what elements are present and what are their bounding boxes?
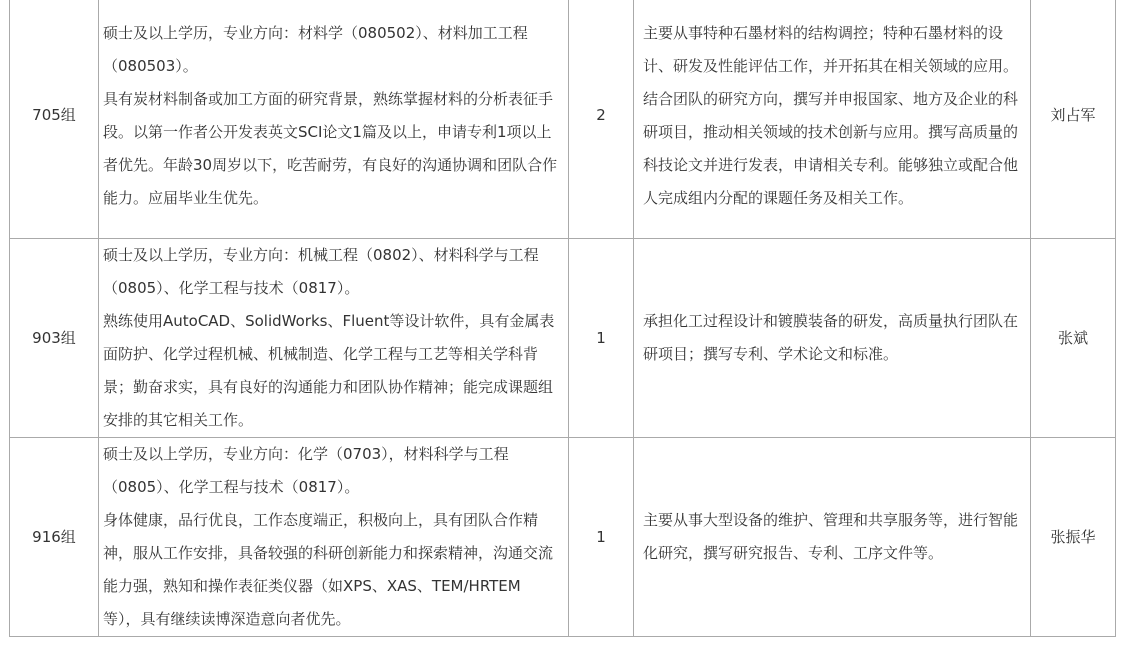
group-cell: 916组: [10, 438, 99, 637]
requirements-cell: [99, 239, 569, 438]
requirements-degree: 硕士及以上学历，专业方向：化学（0703），材料科学与工程（0805）、化学工程与技术（0817）。: [103, 445, 509, 496]
table-row: [10, 0, 1116, 239]
requirements-detail: 具有炭材料制备或加工方面的研究背景，熟练掌握材料的分析表征手段。以第一作者公开发表英文SCI论文1篇及以上，申请专利1项以上者优先。年龄30周岁以下，吃苦耐劳，有良好的沟通协调和团队合作能力。应届毕业生优先。: [103, 89, 558, 207]
requirements-detail: 熟练使用AutoCAD、SolidWorks、Fluent等设计软件，具有金属表面防护、化学过程机械、机械制造、化学工程与工艺等相关学科背景；勤奋求实，具有良好的沟通能力和团队协作精神；能完成课题组安排的其它相关工作。: [103, 312, 555, 429]
requirements-cell: [99, 0, 569, 239]
requirements-degree: 硕士及以上学历，专业方向：机械工程（0802）、材料科学与工程（0805）、化学工程与技术（0817）。: [103, 246, 539, 297]
group-cell: 903组: [10, 239, 99, 438]
contact-cell: 张斌: [1031, 239, 1116, 438]
contact-cell: 刘占军: [1031, 0, 1116, 239]
requirements-detail: 身体健康，品行优良，工作态度端正，积极向上，具有团队合作精神，服从工作安排，具备较强的科研创新能力和探索精神，沟通交流能力强，熟知和操作表征类仪器（如XPS、XAS、TEM/HRTEM等），具有继续读博深造意向者优先。: [103, 511, 554, 628]
duties-cell: 主要从事大型设备的维护、管理和共享服务等，进行智能化研究，撰写研究报告、专利、工序文件等。: [634, 438, 1031, 637]
table-row: [10, 438, 1116, 637]
requirements-degree: 硕士及以上学历，专业方向：材料学（080502）、材料加工工程（080503）。: [103, 23, 528, 75]
headcount-cell: 2: [569, 0, 634, 239]
group-cell: 705组: [10, 0, 99, 239]
headcount-cell: 1: [569, 438, 634, 637]
duties-cell: 承担化工过程设计和镀膜装备的研发，高质量执行团队在研项目；撰写专利、学术论文和标准。: [634, 239, 1031, 438]
headcount-cell: 1: [569, 239, 634, 438]
recruitment-table: [9, 0, 1116, 637]
requirements-cell: [99, 438, 569, 637]
table-row: [10, 239, 1116, 438]
contact-cell: 张振华: [1031, 438, 1116, 637]
duties-cell: 主要从事特种石墨材料的结构调控；特种石墨材料的设计、研发及性能评估工作，并开拓其在相关领域的应用。结合团队的研究方向，撰写并申报国家、地方及企业的科研项目，推动相关领域的技术创新与应用。撰写高质量的科技论文并进行发表，申请相关专利。能够独立或配合他人完成组内分配的课题任务及相关工作。: [634, 0, 1031, 239]
